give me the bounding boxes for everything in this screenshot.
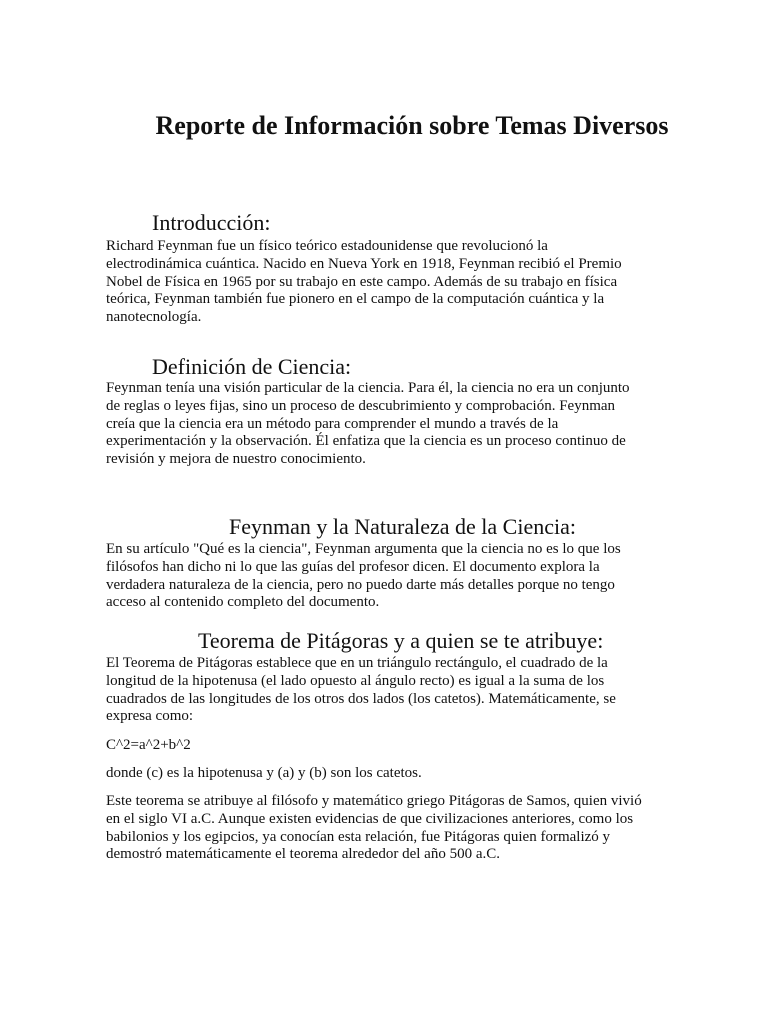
document-title: Reporte de Información sobre Temas Diversos	[155, 111, 669, 140]
pythagorean-theorem-paragraph: El Teorema de Pitágoras establece que en un triángulo rectángulo, el cuadrado de la longitud de la hipotenusa (el lado opuesto al ángulo recto) es igual a la suma de los cuadrados de las longitudes de los otros dos lados (los catetos). Matemáticamente, se expresa como:	[106, 655, 616, 725]
section-heading-science-definition: Definición de Ciencia:	[152, 354, 352, 379]
introduction-paragraph: Richard Feynman fue un físico teórico estadounidense que revolucionó la electrodinámica cuántica. Nacido en Nueva York en 1918, Feynman recibió el Premio Nobel de Física en 1965 por su trabajo en este campo. Además de su trabajo en física teórica, Feynman también fue pionero en el campo de la computación cuántica y la nanotecnología.	[106, 238, 622, 326]
pythagorean-formula: C^2=a^2+b^2	[106, 737, 191, 753]
section-heading-introduction: Introducción:	[152, 210, 271, 235]
pythagoras-attribution-paragraph: Este teorema se atribuye al filósofo y matemático griego Pitágoras de Samos, quien vivió en el siglo VI a.C. Aunque existen evidencias de que civilizaciones anteriores, como los babilonios y los egipcios, ya conocían esta relación, fue Pitágoras quien formalizó y demostró matemáticamente el teorema alrededor del año 500 a.C.	[106, 793, 642, 863]
formula-explanation: donde (c) es la hipotenusa y (a) y (b) son los catetos.	[106, 765, 422, 781]
section-heading-feynman-nature-of-science: Feynman y la Naturaleza de la Ciencia:	[229, 514, 576, 539]
feynman-nature-paragraph: En su artículo "Qué es la ciencia", Feynman argumenta que la ciencia no es lo que los filósofos han dicho ni lo que las guías del profesor dicen. El documento explora la verdadera naturaleza de la ciencia, pero no puedo darte más detalles porque no tengo acceso al contenido completo del documento.	[106, 541, 621, 611]
science-definition-paragraph: Feynman tenía una visión particular de la ciencia. Para él, la ciencia no era un conjunto de reglas o leyes fijas, sino un proceso de descubrimiento y comprobación. Feynman creía que la ciencia era un método para comprender el mundo a través de la experimentación y la observación. Él enfatiza que la ciencia es un proceso continuo de revisión y mejora de nuestro conocimiento.	[106, 380, 630, 468]
section-heading-pythagorean-theorem: Teorema de Pitágoras y a quien se te atribuye:	[198, 628, 604, 653]
